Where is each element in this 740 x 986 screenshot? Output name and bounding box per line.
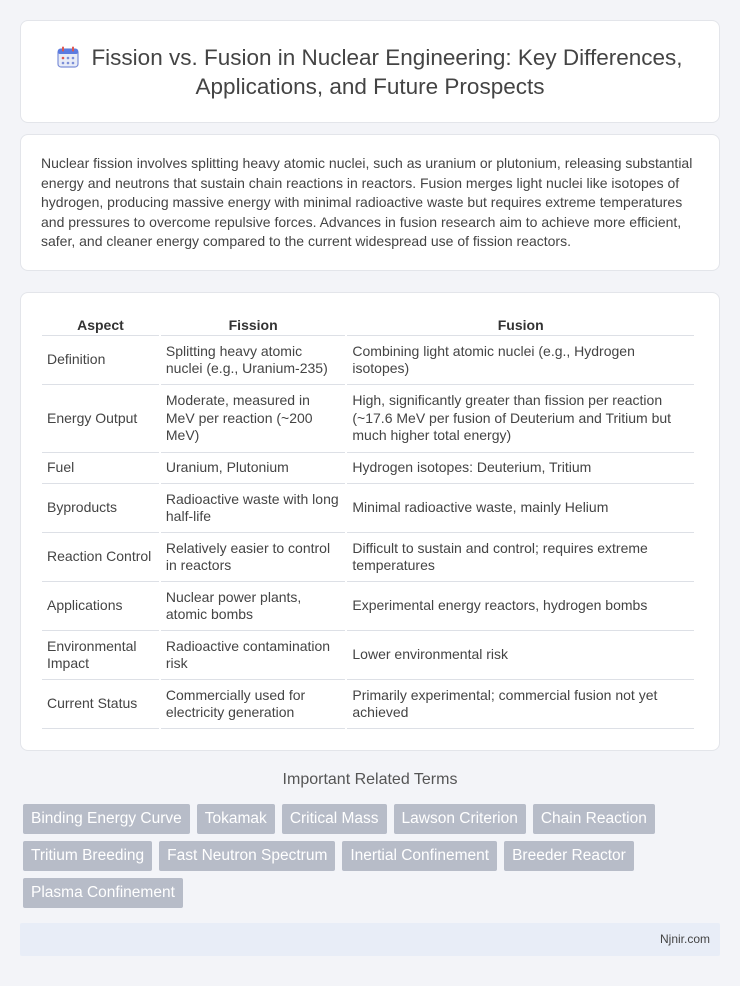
comparison-table — [40, 311, 696, 729]
intro-paragraph: Nuclear fission involves splitting heavy atomic nuclei, such as uranium or plutonium, releasing substantial energy and neutrons that sustain chain reactions in reactors. Fusion merges light nuclei like isotopes of hydrogen, producing massive energy with minimal radioactive waste but requires extreme temperatures and pressures to overcome repulsive forces. Advances in fusion research aim to achieve more efficient, safer, and cleaner energy compared to the current widespread use of fission reactors. — [41, 155, 693, 250]
row-fusion: Lower environmental risk — [347, 631, 694, 680]
tag-lawson-criterion[interactable]: Lawson Criterion — [394, 804, 526, 834]
related-terms-list — [23, 804, 723, 908]
row-fission: Radioactive contamination risk — [161, 631, 346, 680]
tag-critical-mass[interactable]: Critical Mass — [282, 804, 387, 834]
row-aspect: Applications — [42, 582, 159, 631]
footer-brand[interactable]: Njnir.com — [659, 932, 710, 946]
row-aspect: Current Status — [42, 680, 159, 729]
header-fusion: Fusion — [347, 311, 694, 336]
table-row — [42, 336, 694, 385]
table-row — [42, 484, 694, 533]
header-fission: Fission — [161, 311, 346, 336]
row-fusion: Minimal radioactive waste, mainly Helium — [347, 484, 694, 533]
tag-chain-reaction[interactable]: Chain Reaction — [533, 804, 655, 834]
row-aspect: Fuel — [42, 453, 159, 484]
tag-fast-neutron-spectrum[interactable]: Fast Neutron Spectrum — [159, 841, 335, 871]
tag-tokamak[interactable]: Tokamak — [197, 804, 275, 834]
calendar-icon — [57, 46, 79, 68]
tag-breeder-reactor[interactable]: Breeder Reactor — [504, 841, 634, 871]
row-aspect: Environmental Impact — [42, 631, 159, 680]
tag-binding-energy-curve[interactable]: Binding Energy Curve — [23, 804, 190, 834]
table-row — [42, 385, 694, 453]
row-aspect: Reaction Control — [42, 533, 159, 582]
header-aspect: Aspect — [42, 311, 159, 336]
intro-card — [20, 134, 720, 271]
table-row — [42, 453, 694, 484]
row-fission: Relatively easier to control in reactors — [161, 533, 346, 582]
table-row — [42, 631, 694, 680]
row-aspect: Energy Output — [42, 385, 159, 453]
footer — [20, 923, 720, 956]
row-fusion: Difficult to sustain and control; requires extreme temperatures — [347, 533, 694, 582]
tag-tritium-breeding[interactable]: Tritium Breeding — [23, 841, 152, 871]
page-title — [21, 43, 719, 101]
table-row — [42, 680, 694, 729]
comparison-card — [20, 292, 720, 751]
row-fusion: Hydrogen isotopes: Deuterium, Tritium — [347, 453, 694, 484]
table-row — [42, 533, 694, 582]
page-title-text: Fission vs. Fusion in Nuclear Engineering: Key Differences, Applications, and Future Prospects — [91, 44, 683, 99]
row-aspect: Byproducts — [42, 484, 159, 533]
row-fusion: Combining light atomic nuclei (e.g., Hydrogen isotopes) — [347, 336, 694, 385]
related-terms-heading: Important Related Terms — [282, 771, 458, 788]
title-card — [20, 20, 720, 123]
row-fusion: Primarily experimental; commercial fusion not yet achieved — [347, 680, 694, 729]
table-row — [42, 582, 694, 631]
table-header-row — [42, 311, 694, 336]
row-fission: Uranium, Plutonium — [161, 453, 346, 484]
row-fission: Splitting heavy atomic nuclei (e.g., Uranium-235) — [161, 336, 346, 385]
row-fission: Commercially used for electricity generation — [161, 680, 346, 729]
row-fission: Radioactive waste with long half-life — [161, 484, 346, 533]
row-aspect: Definition — [42, 336, 159, 385]
tag-plasma-confinement[interactable]: Plasma Confinement — [23, 878, 183, 908]
row-fission: Moderate, measured in MeV per reaction (~200 MeV) — [161, 385, 346, 453]
tag-inertial-confinement[interactable]: Inertial Confinement — [342, 841, 497, 871]
row-fusion: Experimental energy reactors, hydrogen bombs — [347, 582, 694, 631]
row-fusion: High, significantly greater than fission per reaction (~17.6 MeV per fusion of Deuterium and Tritium but much higher total energy) — [347, 385, 694, 453]
row-fission: Nuclear power plants, atomic bombs — [161, 582, 346, 631]
